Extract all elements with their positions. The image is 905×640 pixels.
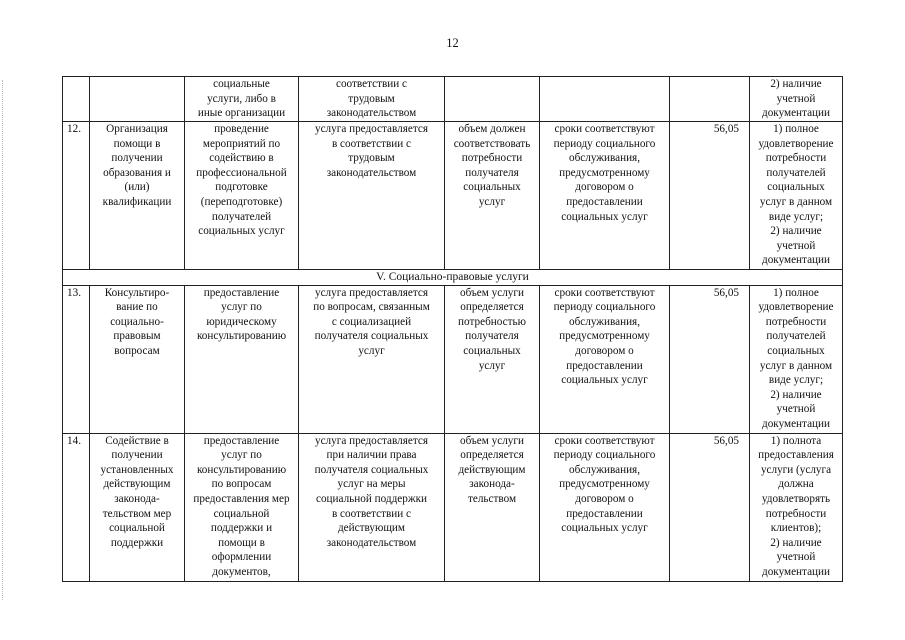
service-condition-cell bbox=[299, 77, 445, 122]
service-terms-cell bbox=[540, 433, 670, 581]
cell-text-line: услуга предоставляется bbox=[315, 123, 428, 135]
cell-text-line: услуг по bbox=[221, 449, 262, 462]
cell-text-line: договором о bbox=[575, 492, 634, 505]
cell-text-line: в соответствии с bbox=[331, 137, 412, 150]
cell-text-line: получении bbox=[111, 449, 163, 462]
cell-text-line: социальных bbox=[767, 344, 825, 357]
service-terms-cell bbox=[540, 285, 670, 433]
cell-text-line: Содействие в bbox=[105, 434, 169, 447]
cell-text-line: тельством bbox=[467, 492, 517, 505]
cell-text-line: правовым bbox=[113, 330, 161, 343]
cell-text-line: услуга предоставляется bbox=[315, 286, 428, 299]
service-condition-cell bbox=[299, 122, 445, 270]
service-terms-cell bbox=[540, 77, 670, 122]
table-row bbox=[63, 122, 843, 270]
cell-text-line: сроки соответствуют bbox=[554, 123, 655, 135]
cell-text-line: социальных услуг bbox=[561, 522, 648, 535]
cell-text-line: 2) наличие bbox=[770, 225, 822, 238]
cell-text-line: иные организации bbox=[197, 107, 286, 120]
cell-text-line: удовлетворение bbox=[758, 137, 834, 150]
cell-text-line: 2) наличие bbox=[770, 78, 822, 90]
cell-text-line: мероприятий по bbox=[202, 137, 281, 150]
service-quality-cell bbox=[750, 433, 843, 581]
service-name-cell bbox=[90, 285, 185, 433]
cell-text-line: документации bbox=[762, 254, 830, 267]
cell-text-line: учетной bbox=[776, 551, 816, 564]
cell-text-line: определяется bbox=[460, 449, 524, 462]
cell-text-line: консультированию bbox=[196, 330, 287, 343]
cell-text-line: учетной bbox=[776, 403, 816, 416]
cell-text-line: трудовым bbox=[348, 152, 395, 165]
cell-text-line: договором о bbox=[575, 344, 634, 357]
cell-text-line: законода- bbox=[114, 492, 160, 505]
cell-text-line: получателя bbox=[465, 166, 519, 179]
section-header-row bbox=[63, 270, 843, 286]
cell-text-line: клиентов); bbox=[770, 522, 822, 535]
cell-text-line: поддержки и bbox=[210, 522, 273, 535]
cell-text-line: определяется bbox=[460, 301, 524, 314]
service-terms-cell bbox=[540, 122, 670, 270]
cell-text-line: законодательством bbox=[326, 536, 417, 549]
service-cost-cell: 56,05 bbox=[670, 433, 750, 581]
cell-text-line: 1) полное bbox=[773, 123, 819, 135]
service-volume-cell bbox=[445, 122, 540, 270]
service-quality-cell bbox=[750, 285, 843, 433]
cell-text-line: услуг в данном bbox=[759, 195, 833, 208]
cell-text-line: услуг на меры bbox=[337, 478, 406, 491]
service-name-cell bbox=[90, 433, 185, 581]
cell-text-line: социально- bbox=[110, 315, 164, 328]
service-quality-cell bbox=[750, 122, 843, 270]
cell-text-line: потребности bbox=[765, 152, 827, 165]
cell-text-line: помощи в bbox=[113, 137, 161, 150]
cell-text-line: предоставления мер bbox=[193, 492, 290, 505]
service-name-cell bbox=[90, 77, 185, 122]
service-content-cell bbox=[185, 77, 299, 122]
cell-text-line: услуг bbox=[358, 344, 385, 357]
cell-text-line: предоставлении bbox=[566, 507, 643, 520]
cell-text-line: предоставление bbox=[203, 286, 280, 299]
cell-text-line: документации bbox=[762, 107, 830, 120]
cell-text-line: получателей bbox=[211, 210, 272, 223]
cell-text-line: в соответствии с bbox=[331, 507, 412, 520]
cell-text-line: документации bbox=[762, 417, 830, 430]
cell-text-line: по вопросам bbox=[211, 478, 272, 491]
cell-text-line: (переподготовке) bbox=[200, 195, 283, 208]
service-quality-cell bbox=[750, 77, 843, 122]
cell-text-line: социальной поддержки bbox=[315, 492, 427, 505]
cell-text-line: получателей bbox=[766, 330, 826, 343]
cell-text-line: юридическому bbox=[206, 315, 277, 328]
cell-text-line: подготовке bbox=[215, 181, 268, 194]
table-row bbox=[63, 285, 843, 433]
cell-text-line: услуги, либо в bbox=[207, 92, 276, 105]
cell-text-line: удовлетворение bbox=[758, 301, 834, 314]
cell-text-line: удовлетворять bbox=[761, 492, 831, 505]
cell-text-line: предоставление bbox=[203, 434, 280, 447]
cell-text-line: социальных услуг bbox=[561, 210, 648, 223]
cell-text-line: законодательством bbox=[326, 107, 417, 120]
cell-text-line: установленных bbox=[100, 463, 174, 476]
cell-text-line: социальных услуг bbox=[198, 225, 285, 238]
cell-text-line: предусмотренному bbox=[559, 330, 650, 343]
cell-text-line: тельством мер bbox=[102, 507, 172, 520]
cell-text-line: поддержки bbox=[110, 536, 164, 549]
cell-text-line: объем услуги bbox=[460, 286, 524, 299]
cell-text-line: договором о bbox=[575, 181, 634, 194]
cell-text-line: 2) наличие bbox=[770, 388, 822, 401]
row-number-cell: 12. bbox=[63, 122, 90, 270]
cell-text-line: виде услуг; bbox=[768, 374, 824, 387]
cell-text-line: консультированию bbox=[196, 463, 287, 476]
cell-text-line: Организация bbox=[106, 123, 168, 135]
cell-text-line: предоставлении bbox=[566, 359, 643, 372]
page-number: 12 bbox=[446, 36, 459, 50]
cell-text-line: потребности bbox=[765, 507, 827, 520]
cell-text-line: сроки соответствуют bbox=[554, 434, 655, 447]
cell-text-line: 1) полное bbox=[773, 286, 819, 299]
cell-text-line: Консультиро- bbox=[104, 286, 170, 299]
cell-text-line: периоду социального bbox=[553, 137, 656, 150]
cell-text-line: образования и bbox=[103, 166, 171, 179]
cell-text-line: 1) полнота bbox=[770, 434, 822, 447]
cell-text-line: профессиональной bbox=[196, 166, 287, 179]
cell-text-line: учетной bbox=[776, 92, 816, 105]
service-cost-cell bbox=[670, 77, 750, 122]
cell-text-line: законода- bbox=[469, 478, 515, 491]
cell-text-line: учетной bbox=[776, 239, 816, 252]
cell-text-line: получателя bbox=[465, 330, 519, 343]
row-number-cell: 14. bbox=[63, 433, 90, 581]
cell-text-line: социальных bbox=[463, 181, 521, 194]
cell-text-line: предоставлении bbox=[566, 195, 643, 208]
cell-text-line: социальных услуг bbox=[561, 374, 648, 387]
cell-text-line: обслуживания, bbox=[568, 315, 640, 328]
cell-text-line: содействию в bbox=[209, 152, 274, 165]
cell-text-line: получателя социальных bbox=[314, 330, 429, 343]
cell-text-line: документации bbox=[762, 565, 830, 578]
cell-text-line: получателей bbox=[766, 166, 826, 179]
cell-text-line: виде услуг; bbox=[768, 210, 824, 223]
cell-text-line: услуг bbox=[478, 359, 506, 372]
cell-text-line: обслуживания, bbox=[568, 463, 640, 476]
service-content-cell bbox=[185, 433, 299, 581]
row-number-cell bbox=[63, 77, 90, 122]
cell-text-line: проведение bbox=[214, 123, 269, 135]
cell-text-line: потребности bbox=[765, 315, 827, 328]
service-cost-cell: 56,05 bbox=[670, 285, 750, 433]
service-condition-cell bbox=[299, 433, 445, 581]
cell-text-line: потребности bbox=[461, 152, 523, 165]
service-condition-cell bbox=[299, 285, 445, 433]
cell-text-line: при наличии права bbox=[326, 449, 417, 462]
cell-text-line: услуги (услуга bbox=[760, 463, 832, 476]
cell-text-line: вопросам bbox=[114, 344, 160, 357]
cell-text-line: социальных bbox=[767, 181, 825, 194]
scan-margin-marks bbox=[2, 80, 7, 600]
cell-text-line: объем должен bbox=[458, 123, 526, 135]
cell-text-line: действующим bbox=[458, 463, 526, 476]
section-title: V. Социально-правовые услуги bbox=[63, 270, 843, 286]
cell-text-line: соответствовать bbox=[453, 137, 531, 150]
cell-text-line: получении bbox=[111, 152, 163, 165]
cell-text-line: действующим bbox=[337, 522, 406, 535]
cell-text-line: предусмотренному bbox=[559, 166, 650, 179]
cell-text-line: законодательством bbox=[326, 166, 417, 179]
cell-text-line: должна bbox=[778, 478, 814, 491]
service-name-cell bbox=[90, 122, 185, 270]
cell-text-line: оформлении bbox=[211, 551, 272, 564]
service-cost-cell: 56,05 bbox=[670, 122, 750, 270]
cell-text-line: вание по bbox=[116, 301, 158, 314]
table-row bbox=[63, 433, 843, 581]
cell-text-line: услуга предоставляется bbox=[315, 434, 428, 447]
cell-text-line: соответствии с bbox=[336, 78, 407, 90]
service-volume-cell bbox=[445, 433, 540, 581]
service-content-cell bbox=[185, 285, 299, 433]
cell-text-line: 2) наличие bbox=[770, 536, 822, 549]
cell-text-line: периоду социального bbox=[553, 301, 656, 314]
table-row-continuation bbox=[63, 77, 843, 122]
cell-text-line: объем услуги bbox=[460, 434, 524, 447]
cell-text-line: документов, bbox=[212, 565, 271, 578]
cell-text-line: социальной bbox=[109, 522, 165, 535]
row-number-cell: 13. bbox=[63, 285, 90, 433]
cell-text-line: предусмотренному bbox=[559, 478, 650, 491]
service-volume-cell bbox=[445, 77, 540, 122]
cell-text-line: действующим bbox=[103, 478, 171, 491]
cell-text-line: квалификации bbox=[102, 195, 172, 208]
cell-text-line: социальные bbox=[213, 78, 270, 90]
cell-text-line: обслуживания, bbox=[568, 152, 640, 165]
cell-text-line: сроки соответствуют bbox=[554, 286, 655, 299]
cell-text-line: потребностью bbox=[458, 315, 526, 328]
cell-text-line: услуг в данном bbox=[759, 359, 833, 372]
cell-text-line: социальной bbox=[213, 507, 270, 520]
cell-text-line: помощи в bbox=[218, 536, 265, 549]
cell-text-line: услуг bbox=[478, 195, 506, 208]
cell-text-line: предоставления bbox=[758, 449, 834, 462]
cell-text-line: трудовым bbox=[348, 92, 395, 105]
cell-text-line: периоду социального bbox=[553, 449, 656, 462]
cell-text-line: (или) bbox=[124, 181, 150, 194]
cell-text-line: по вопросам, связанным bbox=[313, 301, 430, 314]
services-table bbox=[62, 76, 843, 582]
service-content-cell bbox=[185, 122, 299, 270]
cell-text-line: с социализацией bbox=[331, 315, 412, 328]
cell-text-line: получателя социальных bbox=[314, 463, 429, 476]
service-volume-cell bbox=[445, 285, 540, 433]
cell-text-line: социальных bbox=[463, 344, 521, 357]
cell-text-line: услуг по bbox=[221, 301, 262, 314]
